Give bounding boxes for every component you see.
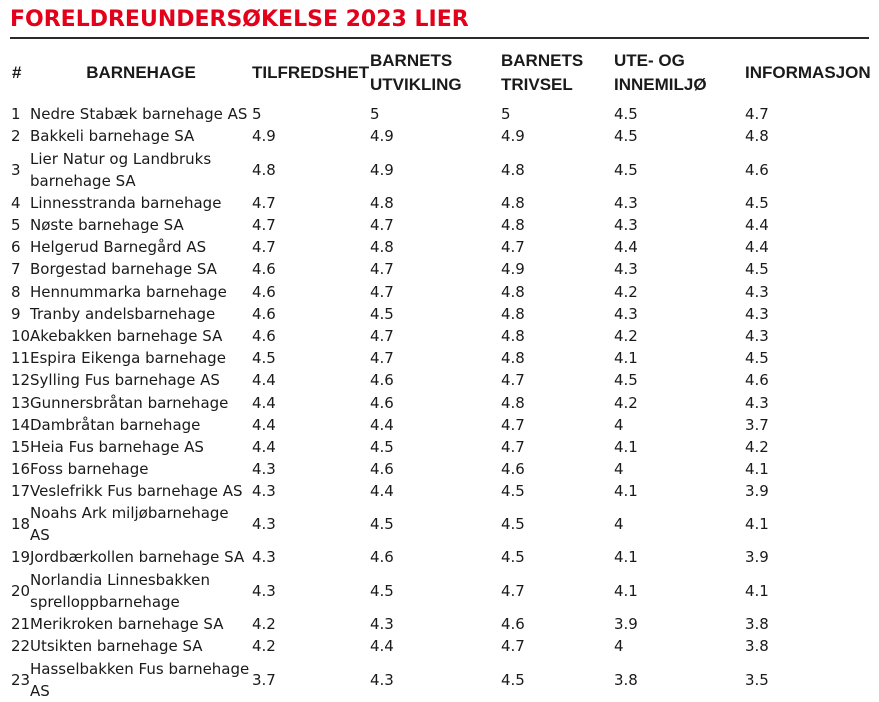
cell-child-wellbeing: 4.8 xyxy=(501,193,525,212)
cell-satisfaction: 4.2 xyxy=(252,637,276,656)
cell-kindergarten-name: Gunnersbråtan barnehage xyxy=(30,393,229,412)
cell-satisfaction: 4.3 xyxy=(252,460,276,479)
cell-child-wellbeing: 4.8 xyxy=(501,393,525,412)
cell-rank: 17 xyxy=(11,482,31,501)
cell-child-development: 4.7 xyxy=(370,260,394,279)
cell-information: 4.3 xyxy=(745,326,769,345)
cell-information: 4.3 xyxy=(745,282,769,301)
table-row xyxy=(10,281,869,303)
cell-child-development: 5 xyxy=(370,105,380,124)
cell-environment: 4.3 xyxy=(614,193,638,212)
table-row xyxy=(10,635,869,657)
cell-rank: 21 xyxy=(11,615,31,634)
cell-rank: 2 xyxy=(11,127,21,146)
cell-kindergarten-name: Lier Natur og Landbruks barnehage SA xyxy=(30,149,212,190)
cell-information: 4.1 xyxy=(745,515,769,534)
cell-satisfaction: 4.9 xyxy=(252,127,276,146)
cell-information: 4.3 xyxy=(745,393,769,412)
cell-child-development: 4.5 xyxy=(370,515,394,534)
cell-environment: 4.5 xyxy=(614,105,638,124)
cell-child-wellbeing: 5 xyxy=(501,105,511,124)
cell-child-wellbeing: 4.6 xyxy=(501,615,525,634)
cell-child-development: 4.3 xyxy=(370,615,394,634)
header-rank: # xyxy=(12,63,22,82)
header-child-wellbeing: BARNETS TRIVSEL xyxy=(501,51,584,94)
cell-child-wellbeing: 4.5 xyxy=(501,670,525,689)
table-row xyxy=(10,325,869,347)
header-environment: UTE- OG INNEMILJØ xyxy=(614,51,707,94)
cell-satisfaction: 4.3 xyxy=(252,482,276,501)
cell-satisfaction: 4.5 xyxy=(252,349,276,368)
cell-kindergarten-name: Bakkeli barnehage SA xyxy=(30,127,195,146)
cell-child-wellbeing: 4.8 xyxy=(501,216,525,235)
cell-environment: 4.1 xyxy=(614,349,638,368)
cell-environment: 4.2 xyxy=(614,393,638,412)
cell-information: 3.5 xyxy=(745,670,769,689)
table-row xyxy=(10,569,869,613)
cell-child-development: 4.4 xyxy=(370,482,394,501)
cell-environment: 4 xyxy=(614,515,624,534)
cell-environment: 4.5 xyxy=(614,127,638,146)
table-row xyxy=(10,258,869,280)
cell-rank: 23 xyxy=(11,670,31,689)
table-row xyxy=(10,125,869,147)
header-row xyxy=(10,43,869,103)
cell-child-wellbeing: 4.7 xyxy=(501,637,525,656)
cell-child-development: 4.7 xyxy=(370,349,394,368)
cell-environment: 4.3 xyxy=(614,260,638,279)
header-information: INFORMASJON xyxy=(745,63,871,82)
cell-satisfaction: 4.8 xyxy=(252,160,276,179)
cell-environment: 3.9 xyxy=(614,615,638,634)
cell-child-development: 4.5 xyxy=(370,304,394,323)
cell-information: 4.2 xyxy=(745,437,769,456)
table-row xyxy=(10,414,869,436)
cell-child-development: 4.9 xyxy=(370,160,394,179)
cell-child-wellbeing: 4.9 xyxy=(501,260,525,279)
cell-child-development: 4.7 xyxy=(370,326,394,345)
cell-information: 3.9 xyxy=(745,548,769,567)
cell-information: 4.3 xyxy=(745,304,769,323)
cell-child-development: 4.7 xyxy=(370,282,394,301)
cell-child-wellbeing: 4.8 xyxy=(501,304,525,323)
cell-environment: 4.5 xyxy=(614,371,638,390)
title-divider xyxy=(10,37,869,39)
cell-child-development: 4.6 xyxy=(370,460,394,479)
cell-child-wellbeing: 4.6 xyxy=(501,460,525,479)
table-row xyxy=(10,236,869,258)
cell-rank: 5 xyxy=(11,216,21,235)
cell-rank: 18 xyxy=(11,515,31,534)
cell-rank: 7 xyxy=(11,260,21,279)
table-row xyxy=(10,147,869,191)
table-row xyxy=(10,657,869,701)
cell-information: 3.9 xyxy=(745,482,769,501)
cell-rank: 13 xyxy=(11,393,31,412)
cell-environment: 4.3 xyxy=(614,216,638,235)
cell-satisfaction: 3.7 xyxy=(252,670,276,689)
cell-child-wellbeing: 4.5 xyxy=(501,548,525,567)
cell-child-wellbeing: 4.5 xyxy=(501,515,525,534)
header-child-development: BARNETS UTVIKLING xyxy=(370,51,462,94)
cell-satisfaction: 5 xyxy=(252,105,262,124)
results-table xyxy=(10,43,869,702)
cell-satisfaction: 4.3 xyxy=(252,515,276,534)
cell-kindergarten-name: Nedre Stabæk barnehage AS xyxy=(30,105,248,124)
table-row xyxy=(10,192,869,214)
cell-information: 4.8 xyxy=(745,127,769,146)
cell-rank: 4 xyxy=(11,193,21,212)
table-row xyxy=(10,480,869,502)
cell-information: 4.5 xyxy=(745,349,769,368)
cell-child-wellbeing: 4.7 xyxy=(501,415,525,434)
cell-kindergarten-name: Utsikten barnehage SA xyxy=(30,637,203,656)
cell-environment: 4.2 xyxy=(614,282,638,301)
cell-information: 4.7 xyxy=(745,105,769,124)
cell-environment: 4.1 xyxy=(614,548,638,567)
cell-child-wellbeing: 4.8 xyxy=(501,349,525,368)
cell-rank: 10 xyxy=(11,326,31,345)
cell-kindergarten-name: Akebakken barnehage SA xyxy=(30,326,223,345)
cell-rank: 8 xyxy=(11,282,21,301)
cell-satisfaction: 4.2 xyxy=(252,615,276,634)
cell-satisfaction: 4.6 xyxy=(252,260,276,279)
cell-child-development: 4.6 xyxy=(370,393,394,412)
cell-kindergarten-name: Helgerud Barnegård AS xyxy=(30,238,207,257)
cell-rank: 16 xyxy=(11,460,31,479)
cell-environment: 4 xyxy=(614,460,624,479)
cell-child-wellbeing: 4.8 xyxy=(501,326,525,345)
cell-satisfaction: 4.3 xyxy=(252,548,276,567)
cell-rank: 19 xyxy=(11,548,31,567)
cell-kindergarten-name: Heia Fus barnehage AS xyxy=(30,437,204,456)
cell-child-development: 4.6 xyxy=(370,548,394,567)
cell-rank: 6 xyxy=(11,238,21,257)
cell-child-wellbeing: 4.9 xyxy=(501,127,525,146)
cell-child-development: 4.4 xyxy=(370,637,394,656)
cell-child-development: 4.5 xyxy=(370,581,394,600)
table-body xyxy=(10,103,869,702)
cell-kindergarten-name: Tranby andelsbarnehage xyxy=(30,304,216,323)
cell-rank: 15 xyxy=(11,437,31,456)
cell-information: 4.6 xyxy=(745,160,769,179)
table-row xyxy=(10,214,869,236)
cell-information: 4.5 xyxy=(745,260,769,279)
cell-environment: 4.2 xyxy=(614,326,638,345)
cell-kindergarten-name: Borgestad barnehage SA xyxy=(30,260,217,279)
cell-kindergarten-name: Jordbærkollen barnehage SA xyxy=(30,548,245,567)
cell-kindergarten-name: Dambråtan barnehage xyxy=(30,415,201,434)
cell-child-development: 4.8 xyxy=(370,193,394,212)
cell-kindergarten-name: Nøste barnehage SA xyxy=(30,216,184,235)
cell-satisfaction: 4.7 xyxy=(252,238,276,257)
cell-satisfaction: 4.6 xyxy=(252,304,276,323)
cell-kindergarten-name: Sylling Fus barnehage AS xyxy=(30,371,220,390)
cell-kindergarten-name: Linnesstranda barnehage xyxy=(30,193,222,212)
cell-environment: 4.5 xyxy=(614,160,638,179)
cell-child-development: 4.7 xyxy=(370,216,394,235)
cell-rank: 20 xyxy=(11,581,31,600)
cell-information: 4.4 xyxy=(745,216,769,235)
cell-child-wellbeing: 4.8 xyxy=(501,160,525,179)
cell-rank: 1 xyxy=(11,105,21,124)
cell-satisfaction: 4.6 xyxy=(252,326,276,345)
cell-child-wellbeing: 4.5 xyxy=(501,482,525,501)
cell-environment: 4 xyxy=(614,637,624,656)
cell-satisfaction: 4.7 xyxy=(252,216,276,235)
cell-child-development: 4.4 xyxy=(370,415,394,434)
page-title: FORELDREUNDERSØKELSE 2023 LIER xyxy=(10,7,469,32)
cell-child-development: 4.9 xyxy=(370,127,394,146)
cell-child-wellbeing: 4.7 xyxy=(501,371,525,390)
cell-information: 4.1 xyxy=(745,581,769,600)
cell-child-development: 4.5 xyxy=(370,437,394,456)
cell-information: 4.1 xyxy=(745,460,769,479)
cell-child-wellbeing: 4.7 xyxy=(501,238,525,257)
cell-kindergarten-name: Norlandia Linnesbakken sprelloppbarnehage xyxy=(30,570,210,611)
table-row xyxy=(10,613,869,635)
cell-information: 3.7 xyxy=(745,415,769,434)
cell-environment: 4.3 xyxy=(614,304,638,323)
table-row xyxy=(10,546,869,568)
table-row xyxy=(10,303,869,325)
cell-child-wellbeing: 4.7 xyxy=(501,581,525,600)
header-satisfaction: TILFREDSHET xyxy=(252,63,370,82)
cell-kindergarten-name: Hasselbakken Fus barnehage AS xyxy=(30,659,250,700)
cell-environment: 4.1 xyxy=(614,581,638,600)
cell-environment: 3.8 xyxy=(614,670,638,689)
cell-satisfaction: 4.7 xyxy=(252,193,276,212)
cell-rank: 11 xyxy=(11,349,31,368)
cell-kindergarten-name: Noahs Ark miljøbarnehage AS xyxy=(30,504,229,545)
cell-child-development: 4.6 xyxy=(370,371,394,390)
table-row xyxy=(10,391,869,413)
cell-information: 4.6 xyxy=(745,371,769,390)
cell-satisfaction: 4.4 xyxy=(252,393,276,412)
table-row xyxy=(10,436,869,458)
cell-child-development: 4.8 xyxy=(370,238,394,257)
cell-information: 3.8 xyxy=(745,637,769,656)
cell-rank: 3 xyxy=(11,160,21,179)
cell-information: 4.5 xyxy=(745,193,769,212)
table-row xyxy=(10,347,869,369)
cell-kindergarten-name: Foss barnehage xyxy=(30,460,149,479)
header-kindergarten: BARNEHAGE xyxy=(86,63,196,82)
cell-environment: 4.1 xyxy=(614,437,638,456)
table-row xyxy=(10,502,869,546)
cell-environment: 4.1 xyxy=(614,482,638,501)
cell-satisfaction: 4.4 xyxy=(252,371,276,390)
cell-rank: 22 xyxy=(11,637,31,656)
table-row xyxy=(10,369,869,391)
cell-environment: 4 xyxy=(614,415,624,434)
cell-kindergarten-name: Espira Eikenga barnehage xyxy=(30,349,226,368)
cell-kindergarten-name: Hennummarka barnehage xyxy=(30,282,227,301)
cell-satisfaction: 4.4 xyxy=(252,415,276,434)
cell-rank: 12 xyxy=(11,371,31,390)
cell-kindergarten-name: Merikroken barnehage SA xyxy=(30,615,224,634)
cell-kindergarten-name: Veslefrikk Fus barnehage AS xyxy=(30,482,243,501)
cell-information: 4.4 xyxy=(745,238,769,257)
cell-child-wellbeing: 4.8 xyxy=(501,282,525,301)
cell-environment: 4.4 xyxy=(614,238,638,257)
cell-child-wellbeing: 4.7 xyxy=(501,437,525,456)
cell-satisfaction: 4.6 xyxy=(252,282,276,301)
table-row xyxy=(10,103,869,125)
cell-satisfaction: 4.4 xyxy=(252,437,276,456)
cell-information: 3.8 xyxy=(745,615,769,634)
cell-child-development: 4.3 xyxy=(370,670,394,689)
cell-rank: 9 xyxy=(11,304,21,323)
table-row xyxy=(10,458,869,480)
cell-satisfaction: 4.3 xyxy=(252,581,276,600)
cell-rank: 14 xyxy=(11,415,31,434)
